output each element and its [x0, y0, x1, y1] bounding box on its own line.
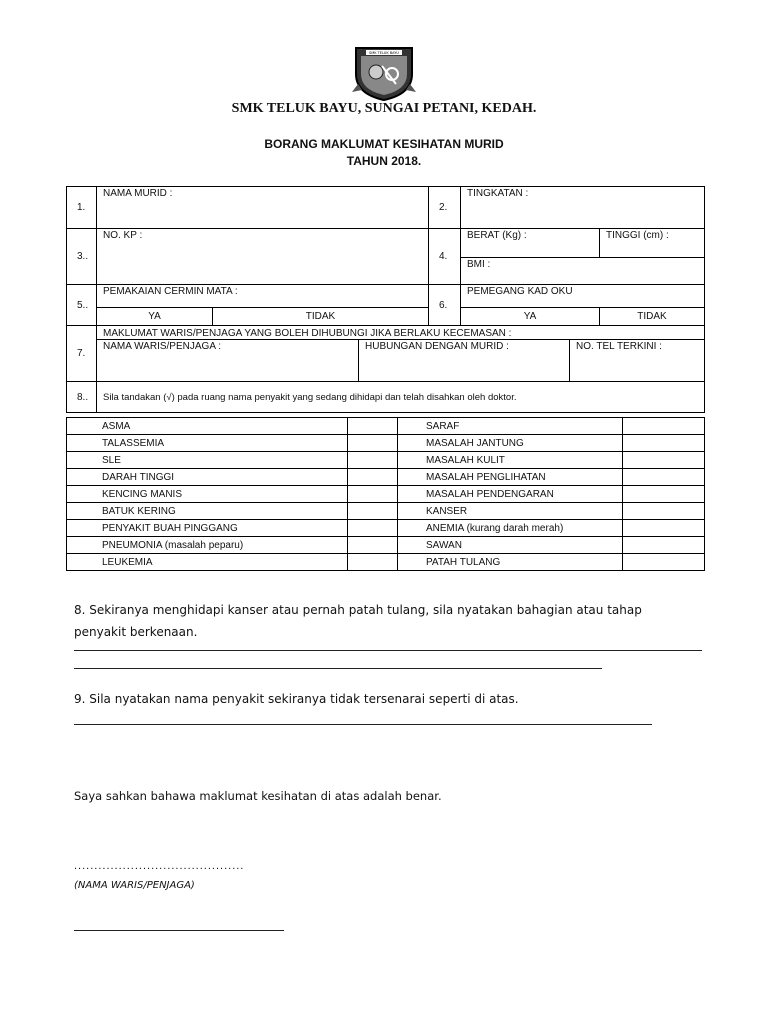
tick-box-left[interactable] [348, 452, 398, 469]
disease-row [67, 452, 705, 469]
row-number: 2. [429, 187, 461, 229]
tick-instruction: Sila tandakan (√) pada ruang nama penyakit yang sedang dihidapi dan telah disahkan oleh doktor. [97, 382, 705, 413]
tick-box-left[interactable] [348, 418, 398, 435]
disease-label-left: SLE [67, 452, 348, 469]
cermin-ya-option[interactable]: YA [97, 308, 213, 326]
tick-box-right[interactable] [623, 418, 705, 435]
tinggi-field[interactable]: TINGGI (cm) : [600, 229, 705, 258]
signature-dotted-line[interactable]: .......................................... [74, 860, 245, 872]
waris-header: MAKLUMAT WARIS/PENJAGA YANG BOLEH DIHUBUNGI JIKA BERLAKU KECEMASAN : [97, 326, 705, 340]
signature-caption: (NAMA WARIS/PENJAGA) [74, 880, 195, 891]
form-year: TAHUN 2018. [346, 154, 422, 168]
disease-row [67, 537, 705, 554]
tick-box-left[interactable] [348, 537, 398, 554]
row-number: 1. [67, 187, 97, 229]
nama-waris-field[interactable]: NAMA WARIS/PENJAGA : [97, 340, 359, 382]
confirmation-statement: Saya sahkan bahawa maklumat kesihatan di atas adalah benar. [74, 789, 442, 803]
disease-label-left: ASMA [67, 418, 348, 435]
form-title: BORANG MAKLUMAT KESIHATAN MURID [264, 137, 504, 151]
disease-row [67, 520, 705, 537]
tick-box-left[interactable] [348, 469, 398, 486]
tick-box-left[interactable] [348, 554, 398, 571]
disease-label-right: MASALAH KULIT [398, 452, 623, 469]
disease-label-left: PNEUMONIA (masalah peparu) [67, 537, 348, 554]
tick-box-left[interactable] [348, 520, 398, 537]
tick-box-right[interactable] [623, 554, 705, 571]
tick-box-left[interactable] [348, 503, 398, 520]
disease-label-right: MASALAH PENGLIHATAN [398, 469, 623, 486]
disease-row [67, 435, 705, 452]
tick-box-right[interactable] [623, 503, 705, 520]
berat-field[interactable]: BERAT (Kg) : [461, 229, 600, 258]
tick-box-left[interactable] [348, 435, 398, 452]
row-number: 5.. [67, 285, 97, 326]
row-number: 6. [429, 285, 461, 326]
disease-label-left: DARAH TINGGI [67, 469, 348, 486]
row-number: 3.. [67, 229, 97, 285]
nama-murid-field[interactable]: NAMA MURID : [97, 187, 429, 229]
tick-box-right[interactable] [623, 452, 705, 469]
cermin-tidak-option[interactable]: TIDAK [213, 308, 429, 326]
bmi-field[interactable]: BMI : [461, 258, 705, 285]
disease-row [67, 486, 705, 503]
no-tel-field[interactable]: NO. TEL TERKINI : [570, 340, 705, 382]
tick-box-right[interactable] [623, 469, 705, 486]
school-crest-logo [352, 44, 416, 102]
disease-label-left: PENYAKIT BUAH PINGGANG [67, 520, 348, 537]
kad-oku-label: PEMEGANG KAD OKU [461, 285, 705, 308]
cermin-mata-label: PEMAKAIAN CERMIN MATA : [97, 285, 429, 308]
question-8: 8. Sekiranya menghidapi kanser atau pernah patah tulang, sila nyatakan bahagian atau tahap penyakit berkenaan. [74, 603, 642, 639]
date-line[interactable] [74, 930, 284, 931]
row-number: 8.. [67, 382, 97, 413]
no-kp-field[interactable]: NO. KP : [97, 229, 429, 285]
disease-label-left: KENCING MANIS [67, 486, 348, 503]
school-name: SMK TELUK BAYU, SUNGAI PETANI, KEDAH. [231, 101, 537, 116]
disease-label-right: SARAF [398, 418, 623, 435]
tick-box-right[interactable] [623, 435, 705, 452]
disease-row [67, 418, 705, 435]
tick-box-right[interactable] [623, 520, 705, 537]
tingkatan-field[interactable]: TINGKATAN : [461, 187, 705, 229]
disease-label-right: PATAH TULANG [398, 554, 623, 571]
disease-row [67, 554, 705, 571]
answer-line-9[interactable] [74, 724, 652, 725]
disease-label-right: MASALAH JANTUNG [398, 435, 623, 452]
disease-label-right: SAWAN [398, 537, 623, 554]
row-number: 7. [67, 326, 97, 382]
disease-row [67, 469, 705, 486]
disease-label-right: KANSER [398, 503, 623, 520]
disease-row [67, 503, 705, 520]
disease-label-left: BATUK KERING [67, 503, 348, 520]
student-info-table [66, 186, 705, 413]
disease-label-left: TALASSEMIA [67, 435, 348, 452]
disease-label-right: ANEMIA (kurang darah merah) [398, 520, 623, 537]
tick-box-left[interactable] [348, 486, 398, 503]
oku-ya-option[interactable]: YA [461, 308, 600, 326]
question-9: 9. Sila nyatakan nama penyakit sekiranya tidak tersenarai seperti di atas. [74, 692, 519, 706]
disease-checklist-table [66, 417, 705, 571]
disease-label-left: LEUKEMIA [67, 554, 348, 571]
answer-line-8b[interactable] [74, 668, 602, 669]
oku-tidak-option[interactable]: TIDAK [600, 308, 705, 326]
answer-line-8a[interactable] [74, 650, 702, 651]
row-number: 4. [429, 229, 461, 285]
hubungan-field[interactable]: HUBUNGAN DENGAN MURID : [359, 340, 570, 382]
svg-text:SMK TELUK BAYU: SMK TELUK BAYU [369, 51, 399, 55]
tick-box-right[interactable] [623, 486, 705, 503]
disease-label-right: MASALAH PENDENGARAN [398, 486, 623, 503]
tick-box-right[interactable] [623, 537, 705, 554]
